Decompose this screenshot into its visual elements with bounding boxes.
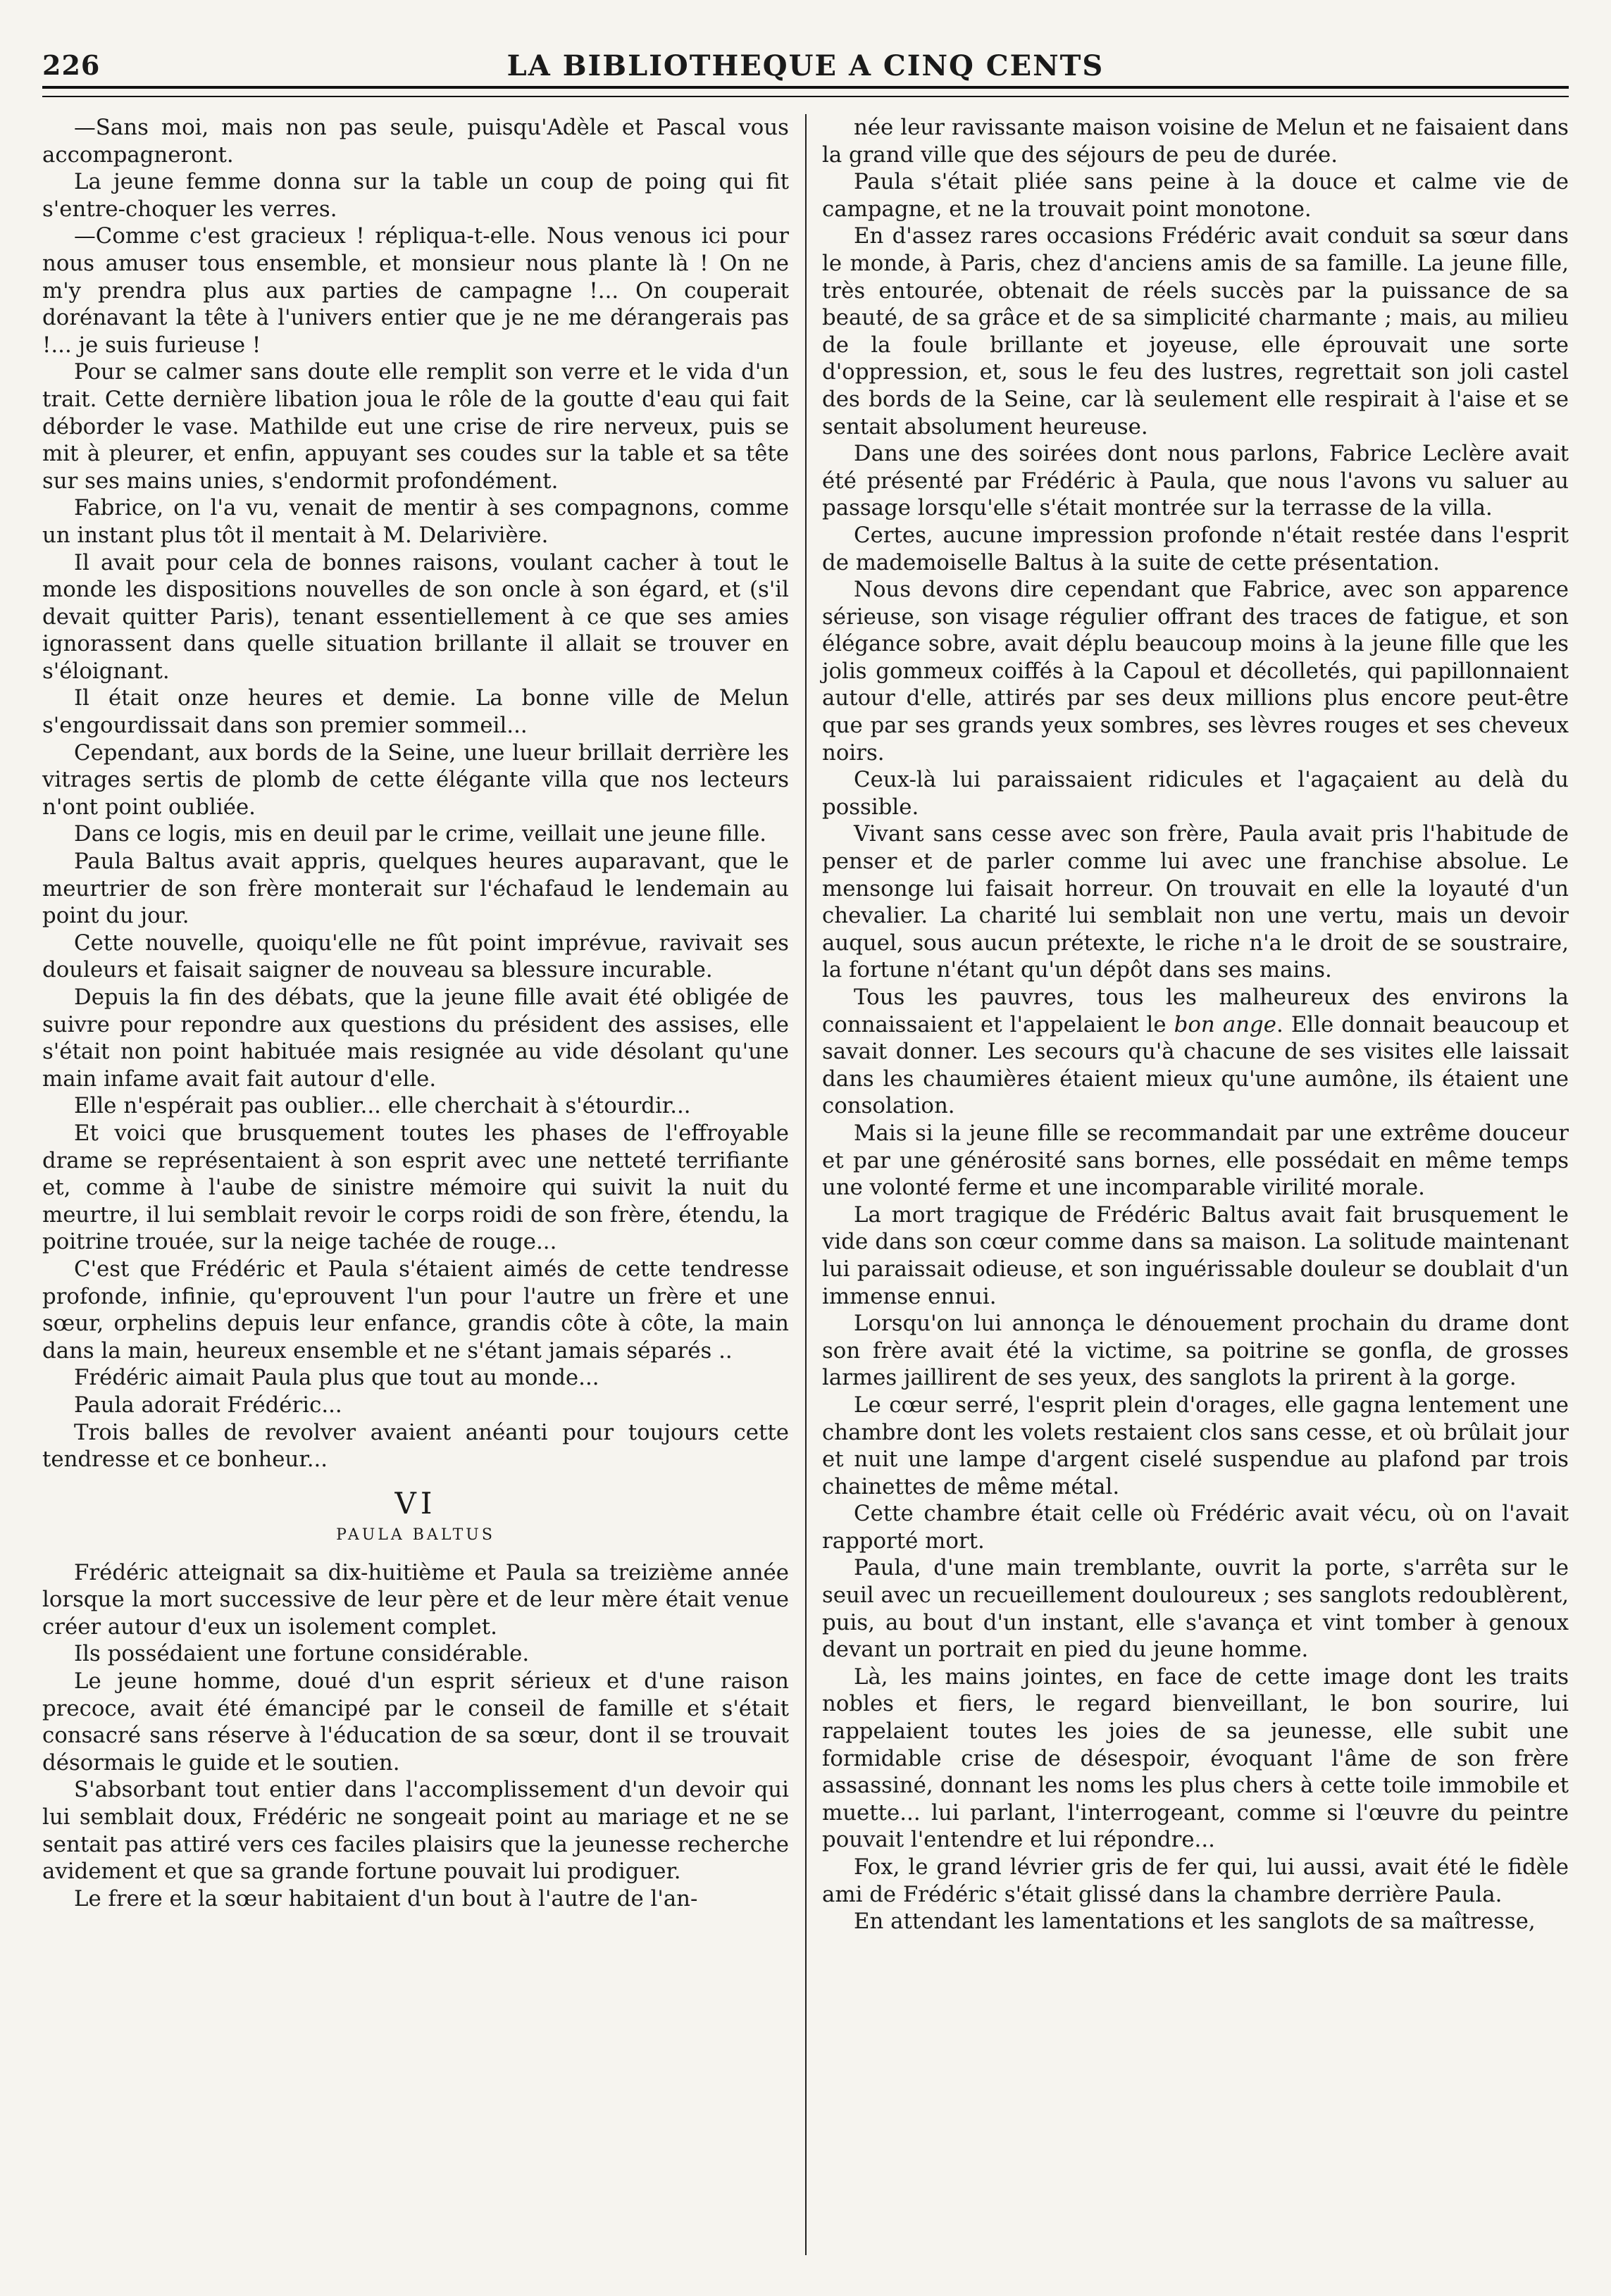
paragraph: Lorsqu'on lui annonça le dénouement prochain du drame dont son frère avait été la victime, sa poitrine se gonfla, de grosses larmes jaillirent de ses yeux, des sanglots la prirent à la gorge. [822,1311,1569,1391]
page-header [42,49,1569,86]
text-run: . Elle donnait beaucoup et savait donner. Les secours qu'à chacune de ses visites elle laissait dans les chaumières étaient mieux qu'une aumône, ils étaient une consolation. [822,1011,1569,1119]
paragraph: Cette chambre était celle où Frédéric avait vécu, où on l'avait rapporté mort. [822,1501,1569,1554]
paragraph: Le frere et la sœur habitaient d'un bout à l'autre de l'an- [74,1885,698,1911]
paragraph: La jeune femme donna sur la table un coup de poing qui fit s'entre-choquer les verres. [42,169,789,222]
paragraph: S'absorbant tout entier dans l'accomplissement d'un devoir qui lui semblait doux, Frédéric ne songeait point au mariage et ne se sentait pas attiré vers ces faciles plaisirs que la jeunesse recherche avidement et que sa grande fortune pouvait lui prodiguer. [42,1777,789,1885]
right-column-text [822,114,1569,1935]
text-columns [42,114,1569,2255]
paragraph: En attendant les lamentations et les sanglots de sa maîtresse, [854,1909,1536,1935]
paragraph: Ceux-là lui paraissaient ridicules et l'agaçaient au delà du possible. [822,767,1569,820]
paragraph: Fabrice, on l'a vu, venait de mentir à ses compagnons, comme un instant plus tôt il mentait à M. Delarivière. [42,495,789,548]
paragraph: Pour se calmer sans doute elle remplit son verre et le vida d'un trait. Cette dernière libation joua le rôle de la goutte d'eau qui fait déborder le vase. Mathilde eut une crise de rire nerveux, puis se mit à pleurer, et enfin, appuyant ses coudes sur la table et sa tête sur ses mains unies, s'endormit profondément. [42,359,789,494]
paragraph: Là, les mains jointes, en face de cette image dont les traits nobles et fiers, le regard bienveillant, le bon sourire, lui rappelaient toutes les joies de sa jeunesse, elle subit une formidable crise de désespoir, évoquant l'âme de son frère assassiné, donnant les noms les plus chers à cette toile immobile et muette... lui parlant, l'interrogeant, comme si l'œuvre du peintre pouvait l'entendre et lui répondre... [822,1664,1569,1853]
paragraph: Frédéric atteignait sa dix-huitième et Paula sa treizième année lorsque la mort successive de leur père et de leur mère était venue créer autour d'eux un isolement complet. [42,1559,789,1640]
header-rule [42,86,1569,97]
paragraph: Le jeune homme, doué d'un esprit sérieux et d'une raison precoce, avait été émancipé par le conseil de famille et s'était consacré sans réserve à l'éducation de sa sœur, dont il se trouvait désormais le guide et le soutien. [42,1668,789,1776]
paragraph: La mort tragique de Frédéric Baltus avait fait brusquement le vide dans son cœur comme dans sa maison. La solitude maintenant lui paraissait odieuse, et son inguérissable douleur se doublait d'un immense ennui. [822,1202,1569,1309]
paragraph: Paula s'était pliée sans peine à la douce et calme vie de campagne, et ne la trouvait point monotone. [822,169,1569,222]
paragraph: Certes, aucune impression profonde n'était restée dans l'esprit de mademoiselle Baltus à la suite de cette présentation. [822,522,1569,575]
paragraph: Cette nouvelle, quoiqu'elle ne fût point imprévue, ravivait ses douleurs et faisait saigner de nouveau sa blessure incurable. [42,930,789,983]
page-number: 226 [42,49,101,81]
section-number: VI [394,1485,437,1521]
paragraph: Mais si la jeune fille se recommandait par une extrême douceur et par une générosité sans bornes, elle possédait en même temps une volonté ferme et une incomparable virilité morale. [822,1120,1569,1201]
paragraph: Fox, le grand lévrier gris de fer qui, lui aussi, avait été le fidèle ami de Frédéric s'était glissé dans la chambre derrière Paula. [822,1854,1569,1907]
paragraph: Vivant sans cesse avec son frère, Paula avait pris l'habitude de penser et de parler comme lui avec une franchise absolue. Le mensonge lui faisait horreur. On trouvait en elle la loyauté d'un chevalier. La charité lui semblait non une vertu, mais un devoir auquel, sous aucun prétexte, le riche n'a le droit de se soustraire, la fortune n'étant qu'un dépôt dans ses mains. [822,821,1569,983]
paragraph: Depuis la fin des débats, que la jeune fille avait été obligée de suivre pour repondre aux questions du président des assises, elle s'était non point habituée mais resignée au vide désolant qu'une main infame avait fait autour d'elle. [42,985,789,1092]
paragraph: Nous devons dire cependant que Fabrice, avec son apparence sérieuse, son visage régulier offrant des traces de fatigue, et son élégance sobre, avait déplu beaucoup moins à la jeune fille que les jolis gommeux coiffés à la Capoul et décolletés, qui papillonnaient autour d'elle, attirés par ses deux millions plus encore peut-être que par ses grands yeux sombres, ses lèvres rouges et ses cheveux noirs. [822,577,1569,766]
left-column-text-before-section [42,114,789,1473]
italic-phrase: bon ange [1174,1011,1276,1037]
left-column [42,114,789,2255]
paragraph: Le cœur serré, l'esprit plein d'orages, elle gagna lentement une chambre dont les volets restaient clos sans cesse, et où brûlait jour et nuit une lampe d'argent ciselé suspendue au plafond par trois chainettes de même métal. [822,1392,1569,1499]
section-title: PAULA BALTUS [336,1526,495,1544]
paragraph: née leur ravissante maison voisine de Melun et ne faisaient dans la grand ville que des séjours de peu de durée. [822,115,1569,168]
left-column-text-after-section [42,1559,789,1913]
paragraph: En d'assez rares occasions Frédéric avait conduit sa sœur dans le monde, à Paris, chez d'anciens amis de sa famille. La jeune fille, très entourée, obtenait de réels succès par la puissance de sa beauté, de sa grâce et de sa simplicité charmante ; mais, au milieu de la foule brillante et joyeuse, elle éprouvait une sorte d'oppression, et, sous le feu des lustres, regrettait son joli castel des bords de la Seine, car là seulement elle respirait à l'aise et se sentait absolument heureuse. [822,223,1569,439]
paragraph: Il avait pour cela de bonnes raisons, voulant cacher à tout le monde les dispositions nouvelles de son oncle à son égard, et (s'il devait quitter Paris), tenant essentiellement à ce que ses amies ignorassent dans quelle situation brillante il allait se trouver en s'éloignant. [42,549,789,684]
paragraph: Et voici que brusquement toutes les phases de l'effroyable drame se représentaient à son esprit avec une netteté terrifiante et, comme à l'aube de sinistre mémoire qui suivit la nuit du meurtre, il lui semblait revoir le corps roidi de son frère, étendu, la poitrine trouée, sur la neige tachée de rouge... [42,1120,789,1255]
paragraph: Dans une des soirées dont nous parlons, Fabrice Leclère avait été présenté par Frédéric à Paula, que nous l'avons vu saluer au passage lorsqu'elle s'était montrée sur la terrasse de la villa. [822,441,1569,521]
paragraph: Dans ce logis, mis en deuil par le crime, veillait une jeune fille. [74,821,767,847]
paragraph: Paula Baltus avait appris, quelques heures auparavant, que le meurtrier de son frère monterait sur l'échafaud le lendemain au point du jour. [42,849,789,929]
paragraph: Ils possédaient une fortune considérable. [74,1641,530,1667]
text-run: Tous les pauvres, tous les malheureux des environs la connaissaient et l'appelaient le [822,985,1569,1037]
paragraph: Paula adorait Frédéric... [74,1392,342,1418]
running-title: LA BIBLIOTHEQUE A CINQ CENTS [506,49,1105,82]
column-divider [805,114,807,2255]
paragraph: —Sans moi, mais non pas seule, puisqu'Adèle et Pascal vous accompagneront. [42,115,789,168]
right-column [822,114,1569,2255]
paragraph: Trois balles de revolver avaient anéanti pour toujours cette tendresse et ce bonheur... [42,1419,789,1473]
paragraph: Il était onze heures et demie. La bonne ville de Melun s'engourdissait dans son premier sommeil... [42,685,789,739]
paragraph: C'est que Frédéric et Paula s'étaient aimés de cette tendresse profonde, infinie, qu'eprouvent l'un pour l'autre un frère et une sœur, orphelins depuis leur enfance, grandis côte à côte, la main dans la main, heureux ensemble et ne s'étant jamais séparés .. [42,1256,789,1364]
paragraph: Cependant, aux bords de la Seine, une lueur brillait derrière les vitrages sertis de plomb de cette élégante villa que nos lecteurs n'ont point oubliée. [42,740,789,820]
paragraph: Paula, d'une main tremblante, ouvrit la porte, s'arrêta sur le seuil avec un recueillement douloureux ; ses sanglots redoublèrent, puis, au bout d'un instant, elle s'avança et vint tomber à genoux devant un portrait en pied du jeune homme. [822,1555,1569,1663]
paragraph: —Comme c'est gracieux ! répliqua-t-elle. Nous venous ici pour nous amuser tous ensemble, et monsieur nous plante là ! On ne m'y prendra plus aux parties de campagne !... On couperait dorénavant la tête à l'univers entier que je ne me dérangerais pas !... je suis furieuse ! [42,223,789,358]
paragraph: Elle n'espérait pas oublier... elle cherchait à s'étourdir... [74,1093,691,1119]
paragraph [822,984,1569,1120]
paragraph: Frédéric aimait Paula plus que tout au monde... [74,1365,599,1391]
